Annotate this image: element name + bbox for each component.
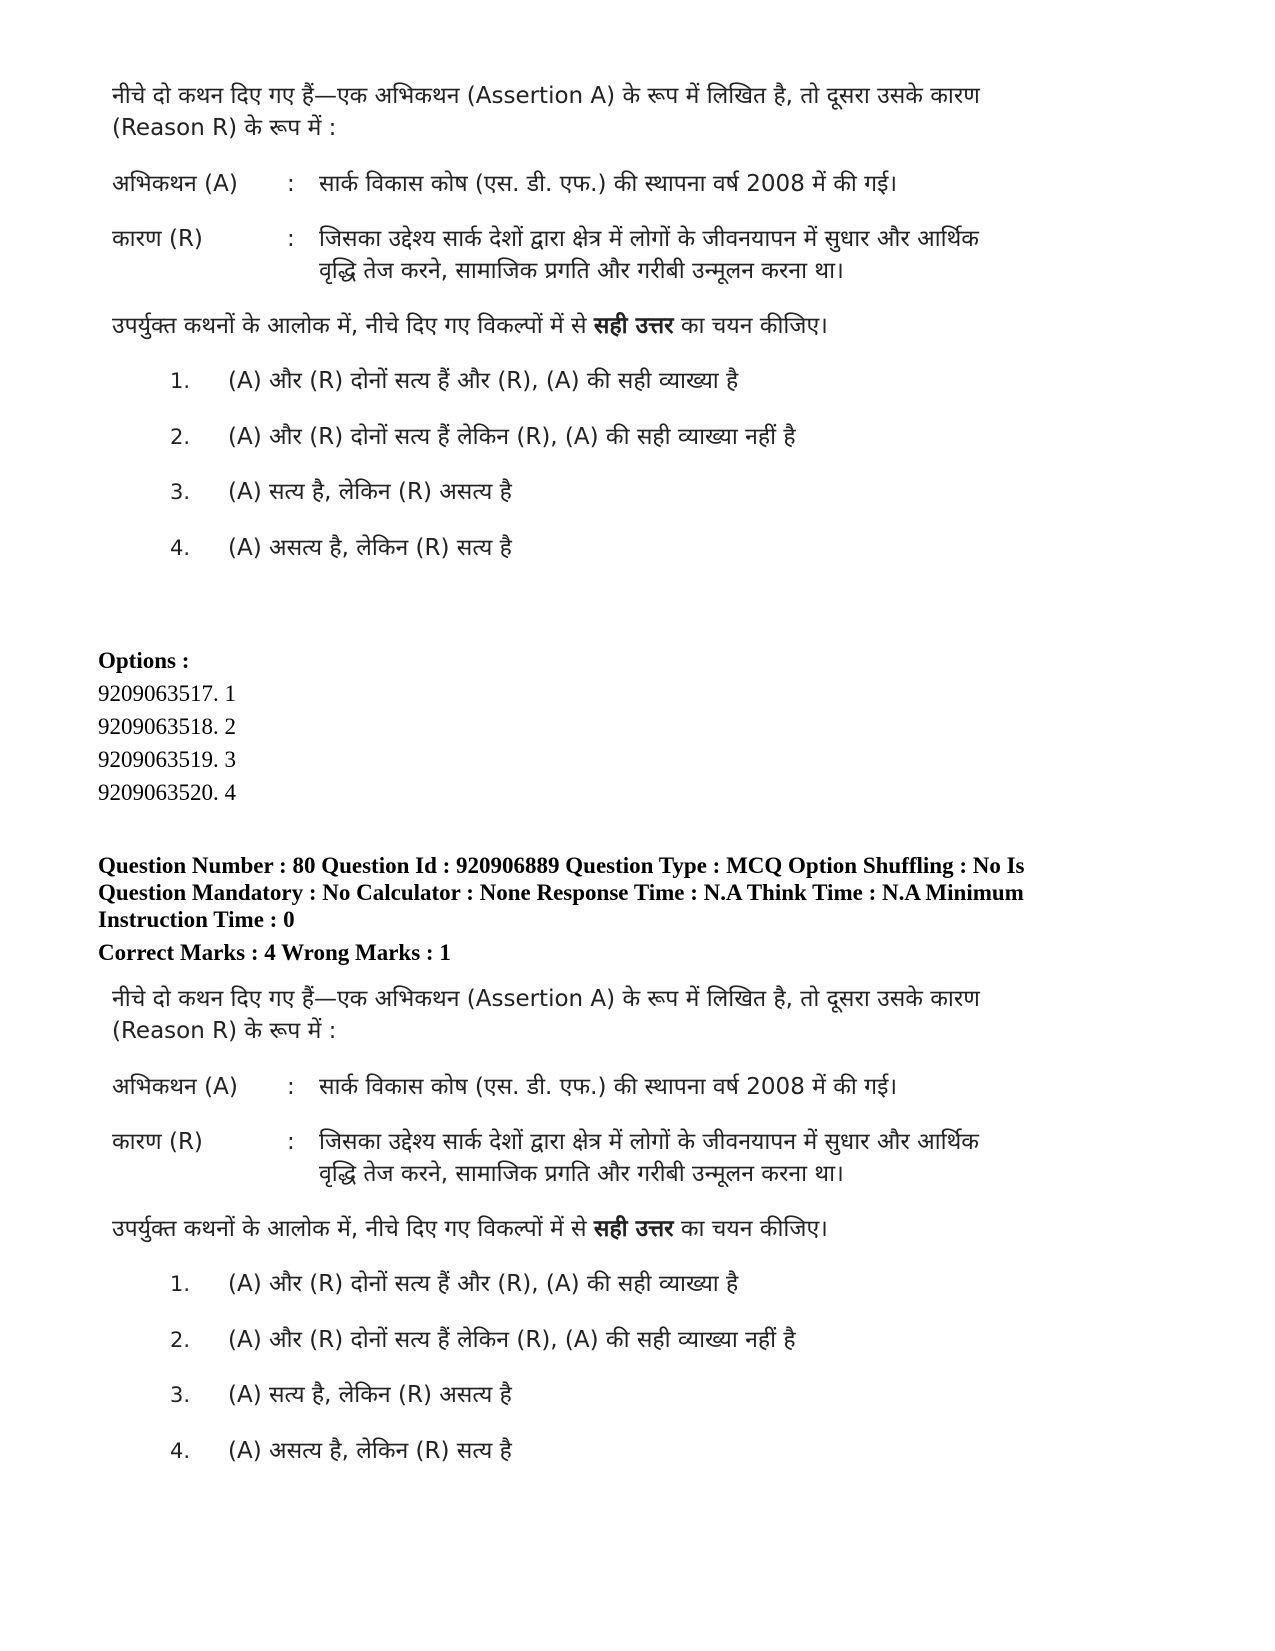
intro-text: नीचे दो कथन दिए गए हैं—एक अभिकथन (Assertion A) के रूप में लिखित है, तो दूसरा उसके कारण (Reason R) के रूप में : bbox=[112, 83, 980, 141]
assertion-text: सार्क विकास कोष (एस. डी. एफ.) की स्थापना वर्ष 2008 में की गई। bbox=[319, 1074, 898, 1100]
colon: : bbox=[287, 171, 295, 197]
assertion-label: अभिकथन (A) bbox=[112, 171, 238, 197]
choice-text: (A) और (R) दोनों सत्य हैं और (R), (A) की सही व्याख्या है bbox=[228, 368, 739, 394]
instruction-text bbox=[112, 310, 992, 342]
instruction-bold: सही उत्तर bbox=[593, 313, 674, 339]
instruction-post: का चयन कीजिए। bbox=[673, 1216, 828, 1242]
instruction-text bbox=[112, 1213, 992, 1245]
choice-number: 1. bbox=[170, 1272, 191, 1296]
instruction-pre: उपर्युक्त कथनों के आलोक में, नीचे दिए गए विकल्पों में से bbox=[112, 1216, 594, 1242]
choice-number: 3. bbox=[170, 480, 191, 504]
marks-line: Correct Marks : 4 Wrong Marks : 1 bbox=[98, 940, 451, 965]
reason-label: कारण (R) bbox=[112, 226, 203, 252]
choice-text: (A) असत्य है, लेकिन (R) सत्य है bbox=[228, 1438, 512, 1464]
choice-text: (A) सत्य है, लेकिन (R) असत्य है bbox=[228, 479, 512, 505]
choice-text: (A) और (R) दोनों सत्य हैं लेकिन (R), (A) की सही व्याख्या नहीं है bbox=[228, 424, 796, 450]
reason-text: जिसका उद्देश्य सार्क देशों द्वारा क्षेत्र में लोगों के जीवनयापन में सुधार और आर्थिक वृद्धि तेज करने, सामाजिक प्रगति और गरीबी उन्मूलन करना था। bbox=[319, 1129, 979, 1187]
instruction-bold: सही उत्तर bbox=[593, 1216, 674, 1242]
question-block-2 bbox=[112, 983, 992, 1464]
choice-number: 1. bbox=[170, 369, 191, 393]
choice-text: (A) और (R) दोनों सत्य हैं और (R), (A) की सही व्याख्या है bbox=[228, 1271, 739, 1297]
choice-number: 2. bbox=[170, 1328, 191, 1352]
question-meta-line: Instruction Time : 0 bbox=[98, 907, 295, 932]
question-meta-line: Question Number : 80 Question Id : 920906889 Question Type : MCQ Option Shuffling : No Is bbox=[98, 853, 1025, 878]
option-id-line: 9209063517. 1 bbox=[98, 681, 236, 706]
instruction-post: का चयन कीजिए। bbox=[673, 313, 828, 339]
option-id-line: 9209063520. 4 bbox=[98, 780, 236, 805]
instruction-pre: उपर्युक्त कथनों के आलोक में, नीचे दिए गए विकल्पों में से bbox=[112, 313, 594, 339]
choice-number: 4. bbox=[170, 536, 191, 560]
reason-label: कारण (R) bbox=[112, 1129, 203, 1155]
colon: : bbox=[287, 1074, 295, 1100]
option-id-line: 9209063518. 2 bbox=[98, 714, 236, 739]
reason-text: जिसका उद्देश्य सार्क देशों द्वारा क्षेत्र में लोगों के जीवनयापन में सुधार और आर्थिक वृद्धि तेज करने, सामाजिक प्रगति और गरीबी उन्मूलन करना था। bbox=[319, 226, 979, 284]
choice-text: (A) असत्य है, लेकिन (R) सत्य है bbox=[228, 535, 512, 561]
colon: : bbox=[287, 226, 295, 252]
option-id-line: 9209063519. 3 bbox=[98, 747, 236, 772]
choice-text: (A) सत्य है, लेकिन (R) असत्य है bbox=[228, 1382, 512, 1408]
choice-text: (A) और (R) दोनों सत्य हैं लेकिन (R), (A) की सही व्याख्या नहीं है bbox=[228, 1327, 796, 1353]
choice-number: 2. bbox=[170, 425, 191, 449]
choice-number: 4. bbox=[170, 1439, 191, 1463]
intro-text: नीचे दो कथन दिए गए हैं—एक अभिकथन (Assertion A) के रूप में लिखित है, तो दूसरा उसके कारण (Reason R) के रूप में : bbox=[112, 986, 980, 1044]
question-block-1 bbox=[112, 80, 992, 561]
question-meta-line: Question Mandatory : No Calculator : None Response Time : N.A Think Time : N.A Minimum bbox=[98, 880, 1024, 905]
options-heading: Options : bbox=[98, 648, 190, 673]
colon: : bbox=[287, 1129, 295, 1155]
assertion-label: अभिकथन (A) bbox=[112, 1074, 238, 1100]
choice-number: 3. bbox=[170, 1383, 191, 1407]
assertion-text: सार्क विकास कोष (एस. डी. एफ.) की स्थापना वर्ष 2008 में की गई। bbox=[319, 171, 898, 197]
